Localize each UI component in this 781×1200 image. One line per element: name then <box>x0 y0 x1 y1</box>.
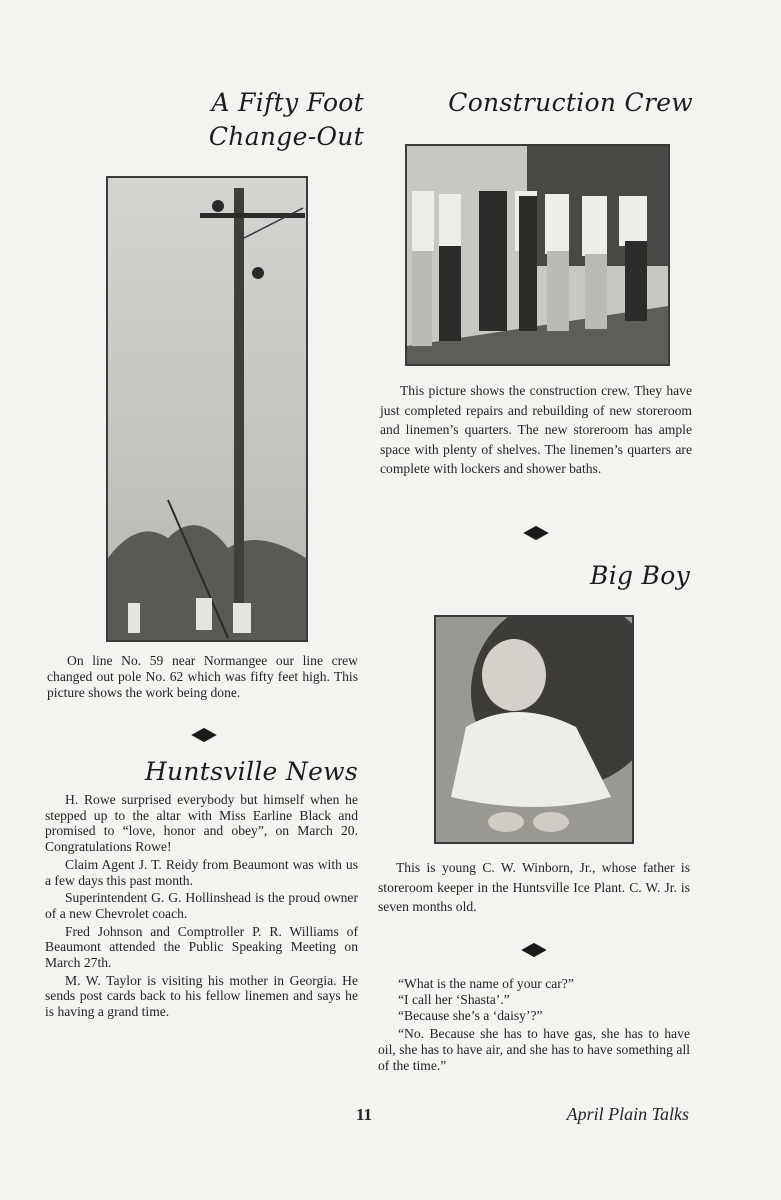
news-item: M. W. Taylor is visiting his mother in Georgia. He sends post cards back to his fellow linemen and says he is having a grand time. <box>45 972 358 1020</box>
title-construction-crew: Construction Crew <box>448 88 693 117</box>
title-line-1: A Fifty Foot <box>211 88 364 117</box>
joke-line: “I call her ‘Shasta’.” <box>398 992 510 1007</box>
huntsville-news-body <box>45 792 358 1020</box>
joke-line: “No. Because she has to have gas, she has to have oil, she has to have air, and she has to have something all of the time.” <box>378 1026 690 1073</box>
construction-crew-image <box>407 146 668 364</box>
joke-car-shasta <box>378 976 690 1074</box>
photo-baby <box>434 615 634 844</box>
utility-pole-image <box>108 178 306 640</box>
caption-construction-crew: This picture shows the construction crew. They have just completed repairs and rebuilding of new storeroom and linemen’s quarters. The new storeroom has ample space with plenty of shelves. The linemen’s quarters are complete with lockers and shower baths. <box>380 383 692 477</box>
title-big-boy: Big Boy <box>590 561 690 590</box>
joke-line: “What is the name of your car?” <box>398 976 574 991</box>
title-huntsville-news: Huntsville News <box>144 757 358 786</box>
news-item: H. Rowe surprised everybody but himself when he stepped up to the altar with Miss Earline Black and promised to “love, honor and obey”, on March 20. Congratulations Rowe! <box>45 792 358 855</box>
section-divider-diamond <box>191 728 216 742</box>
news-item: Claim Agent J. T. Reidy from Beaumont was with us a few days this past month. <box>45 856 358 888</box>
baby-image <box>436 617 632 842</box>
section-divider-diamond <box>523 526 548 540</box>
page-number: 11 <box>356 1105 373 1124</box>
caption-baby: This is young C. W. Winborn, Jr., whose father is storeroom keeper in the Huntsville Ice Plant. C. W. Jr. is seven months old. <box>378 860 690 914</box>
news-item: Superintendent G. G. Hollinshead is the proud owner of a new Chevrolet coach. <box>45 890 358 921</box>
caption-pole-changeout: On line No. 59 near Normangee our line crew changed out pole No. 62 which was fifty feet high. This picture shows the work being done. <box>47 653 358 700</box>
title-line-2: Change-Out <box>208 122 364 151</box>
news-item: Fred Johnson and Comptroller P. R. Williams of Beaumont attended the Public Speaking Meeting on March 27th. <box>45 923 358 971</box>
joke-line: “Because she’s a ‘daisy’?” <box>398 1008 543 1023</box>
publication-name: April Plain Talks <box>566 1104 689 1124</box>
photo-utility-pole <box>106 176 308 642</box>
section-divider-diamond <box>521 943 546 957</box>
title-fifty-foot-change-out <box>209 86 364 154</box>
photo-construction-crew <box>405 144 670 366</box>
